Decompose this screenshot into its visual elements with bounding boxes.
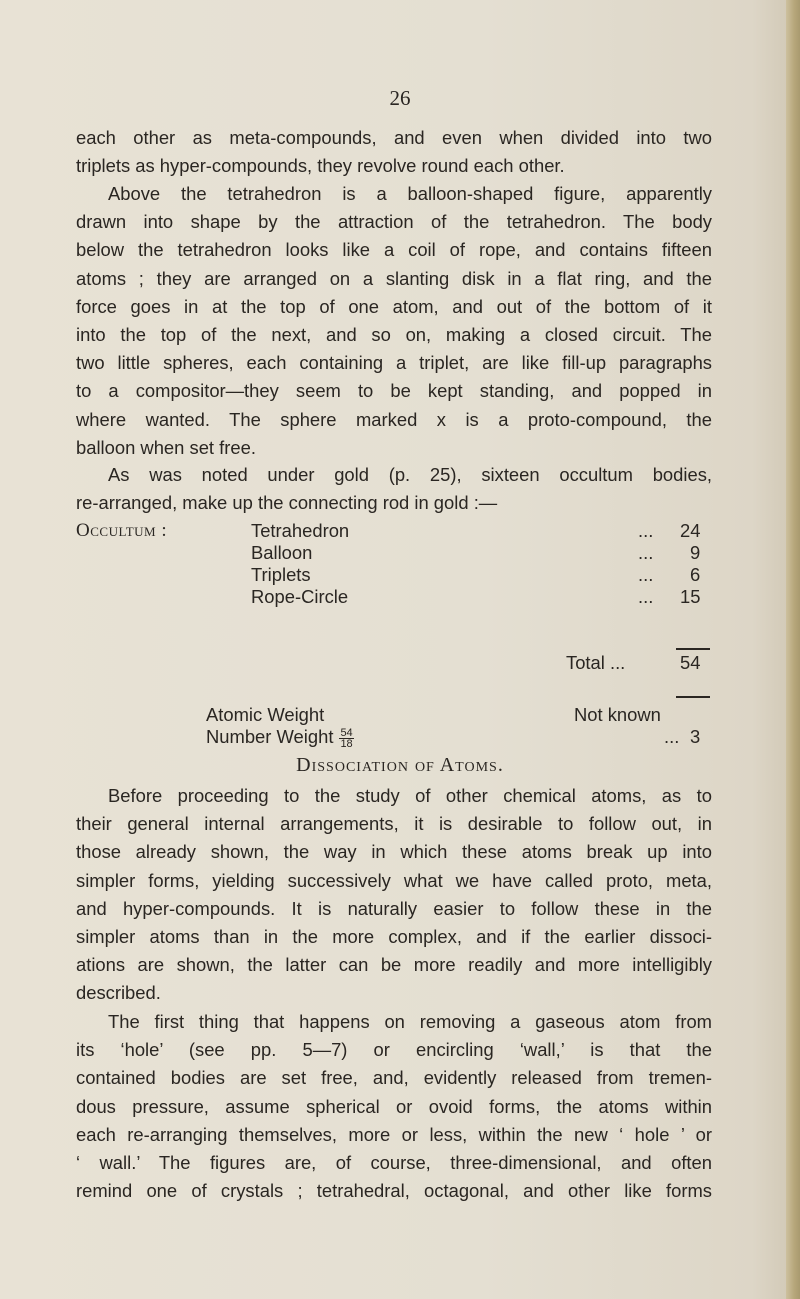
text-line: below the tetrahedron looks like a coil of rope, and contains fifteen [76,239,712,261]
row-dots: ... [638,586,654,607]
row-value: 15 [680,586,701,607]
sum-rule [676,648,710,650]
text-line: simpler atoms than in the more complex, and if the earlier dissoci- [76,926,712,948]
paragraph-1 [76,124,712,180]
row-dots: ... [638,542,654,563]
text-line: ations are shown, the latter can be more readily and more intelligibly [76,954,712,976]
text-line: each other as meta-compounds, and even when divided into two [76,127,712,148]
text-line: its ‘hole’ (see pp. 5—7) or encircling ‘wall,’ is that the [76,1039,712,1061]
text-line: into the top of the next, and so on, making a closed circuit. The [76,324,712,346]
paragraph-2 [76,180,712,462]
total-label: Total ... [566,652,626,673]
text-line: Before proceeding to the study of other chemical atoms, as to [108,785,712,806]
text-line: balloon when set free. [76,436,256,458]
row-name: Tetrahedron [251,520,350,541]
text-line: atoms ; they are arranged on a slanting disk in a flat ring, and the [76,267,712,289]
text-line: remind one of crystals ; tetrahedral, octagonal, and other like forms [76,1180,712,1202]
row-value: 6 [690,564,701,585]
text-line: and hyper-compounds. It is naturally easier to follow these in the [76,897,712,919]
row-name: Triplets [251,564,311,585]
text-line: dous pressure, assume spherical or ovoid forms, the atoms within [76,1095,712,1117]
page-number: 26 [389,86,411,110]
text-line: re-arranged, make up the connecting rod in gold :— [76,492,498,514]
atomic-weight-value: Not known [574,704,661,725]
text-line: described. [76,982,161,1004]
total-value: 54 [680,652,701,673]
text-line: to a compositor—they seem to be kept standing, and popped in [76,380,712,402]
text-line: two little spheres, each containing a triplet, are like fill-up paragraphs [76,352,712,374]
row-dots: ... [638,520,654,541]
atomic-weight-label: Atomic Weight [206,704,325,725]
text-line: their general internal arrangements, it is desirable to follow out, in [76,813,712,835]
fraction-numerator: 54 [340,726,353,739]
text-line: drawn into shape by the attraction of the tetrahedron. The body [76,211,712,233]
text-line: The first thing that happens on removing a gaseous atom from [108,1011,712,1032]
total-rule [676,696,710,698]
section-heading: Dissociation of Atoms. [296,754,504,776]
number-weight-dots: ... [664,726,680,747]
row-value: 9 [690,542,701,563]
text-line: simpler forms, yielding successively what we have called proto, meta, [76,869,712,891]
text-line: ‘ wall.’ The figures are, of course, three-dimensional, and often [76,1152,712,1174]
text-line: Above the tetrahedron is a balloon-shaped figure, apparently [108,183,712,204]
paragraph-3 [76,461,712,517]
text-line: those already shown, the way in which these atoms break up into [76,841,712,863]
text-line: each re-arranging themselves, more or less, within the new ‘ hole ’ or [76,1123,712,1145]
row-name: Rope-Circle [251,586,349,607]
row-name: Balloon [251,542,313,563]
text-line: force goes in at the top of one atom, and out of the bottom of it [76,295,712,317]
row-value: 24 [680,520,701,541]
table-label: Occultum : [76,520,168,541]
fraction-denominator: 18 [340,737,353,750]
text-line: where wanted. The sphere marked x is a proto-compound, the [76,408,712,430]
number-weight-label [206,726,354,749]
row-dots: ... [638,564,654,585]
text-line: triplets as hyper-compounds, they revolve round each other. [76,155,565,177]
paragraph-5 [76,1008,712,1205]
number-weight-fraction [339,728,353,749]
paragraph-4 [76,782,712,1008]
text-line: As was noted under gold (p. 25), sixteen occultum bodies, [108,464,712,485]
number-weight-value: 3 [690,726,701,747]
page-edge [786,0,800,1299]
text-line: contained bodies are set free, and, evidently released from tremen- [76,1067,712,1089]
composition-table [76,520,712,750]
number-weight-text: Number Weight [206,726,334,747]
